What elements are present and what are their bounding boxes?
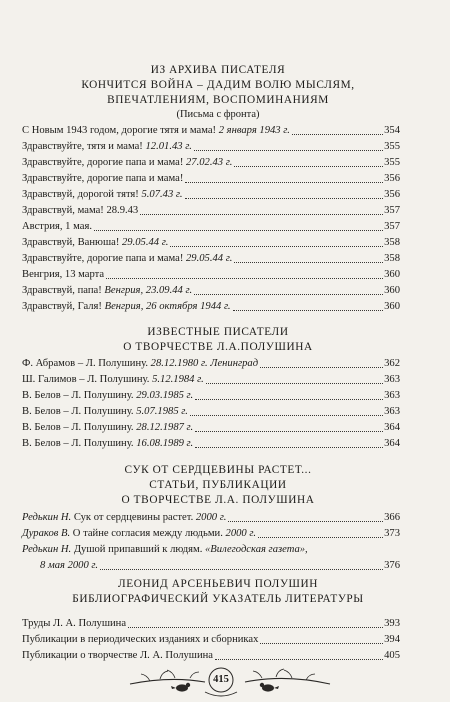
page-number: 364 [384,438,400,449]
toc-entry: В. Белов – Л. Полушину. 16.08.1989 г. 364 [22,436,400,452]
toc-entry: Публикации о творчестве Л. А. Полушина 405 [22,648,400,664]
page-number: 366 [384,512,400,523]
page-number: 360 [384,285,400,296]
toc-entry: Ш. Галимов – Л. Полушину. 5.12.1984 г. 363 [22,372,400,388]
section-heading: СУК ОТ СЕРДЦЕВИНЫ РАСТЕТ... [124,464,312,476]
page-number: 363 [384,374,400,385]
page-number: 394 [384,634,400,645]
section-heading: БИБЛИОГРАФИЧЕСКИЙ УКАЗАТЕЛЬ ЛИТЕРАТУРЫ [72,593,364,605]
page-number: 363 [384,390,400,401]
page-number: 373 [384,528,400,539]
page-number: 355 [384,141,400,152]
section-heading: КОНЧИТСЯ ВОЙНА – ДАДИМ ВОЛЮ МЫСЛЯМ, [81,79,355,91]
toc-entry: В. Белов – Л. Полушину. 5.07.1985 г. 363 [22,404,400,420]
toc-entry: Редькин Н. Сук от сердцевины растет. 2000 г. 366 [22,510,400,526]
section-heading: СТАТЬИ, ПУБЛИКАЦИИ [149,479,287,491]
toc-entry: Здравствуйте, дорогие папа и мама! 27.02.43 г. 355 [22,155,400,171]
toc-entry: Здравствуй, мама! 28.9.43 357 [22,203,400,219]
section-heading: О ТВОРЧЕСТВЕ Л.А. ПОЛУШИНА [121,494,315,506]
page-number: 393 [384,618,400,629]
page-number: 356 [384,189,400,200]
page-number: 364 [384,422,400,433]
toc-entry: Редькин Н. Душой припавший к людям. «Вилегодская газета», [22,544,308,555]
page-number: 363 [384,406,400,417]
page-number: 360 [384,301,400,312]
section-heading: ИЗВЕСТНЫЕ ПИСАТЕЛИ [147,326,289,338]
toc-entry: Здравствуй, Галя! Венгрия, 26 октября 1944 г. 360 [22,299,400,315]
toc-entry: Дураков В. О тайне согласия между людьми. 2000 г. 373 [22,526,400,542]
section-heading: О ТВОРЧЕСТВЕ Л.А.ПОЛУШИНА [123,341,313,353]
page-number: 362 [384,358,400,369]
toc-entry: Здравствуйте, дорогие папа и мама! 29.05.44 г. 358 [22,251,400,267]
toc-entry: В. Белов – Л. Полушину. 29.03.1985 г. 363 [22,388,400,404]
toc-entry: Труды Л. А. Полушина 393 [22,616,400,632]
page-number: 376 [384,560,400,571]
page-number: 357 [384,205,400,216]
toc-entry: Здравствуйте, дорогие папа и мама! 356 [22,171,400,187]
section-heading: ЛЕОНИД АРСЕНЬЕВИЧ ПОЛУШИН [117,578,319,590]
toc-entry: Венгрия, 13 марта 360 [22,267,400,283]
page-number: 358 [384,237,400,248]
page-number-folio: 415 [213,674,229,685]
page-number: 356 [384,173,400,184]
page-folio [0,662,450,702]
toc-entry: Здравствуй, папа! Венгрия, 23.09.44 г. 360 [22,283,400,299]
page-number: 405 [384,650,400,661]
toc-entry: С Новым 1943 годом, дорогие тятя и мама! 2 января 1943 г. 354 [22,123,400,139]
toc-entry: Здравствуй, дорогой тятя! 5.07.43 г. 356 [22,187,400,203]
section-heading: ВПЕЧАТЛЕНИЯМ, ВОСПОМИНАНИЯМ [107,94,329,106]
page-number: 355 [384,157,400,168]
toc-entry: Австрия, 1 мая. 357 [22,219,400,235]
page-number: 354 [384,125,400,136]
toc-entry: Здравствуйте, тятя и мама! 12.01.43 г. 355 [22,139,400,155]
section-heading: ИЗ АРХИВА ПИСАТЕЛЯ [150,64,286,76]
toc-entry: Публикации в периодических изданиях и сборниках 394 [22,632,400,648]
toc-entry: Здравствуй, Ванюша! 29.05.44 г. 358 [22,235,400,251]
toc-entry: В. Белов – Л. Полушину. 28.12.1987 г. 364 [22,420,400,436]
page-number: 360 [384,269,400,280]
section-subheading: (Письма с фронта) [176,109,260,120]
toc-entry: Ф. Абрамов – Л. Полушину. 28.12.1980 г. Ленинград 362 [22,356,400,372]
page-number: 357 [384,221,400,232]
toc-entry-continuation: 8 мая 2000 г. 376 [40,558,400,574]
page-number: 358 [384,253,400,264]
